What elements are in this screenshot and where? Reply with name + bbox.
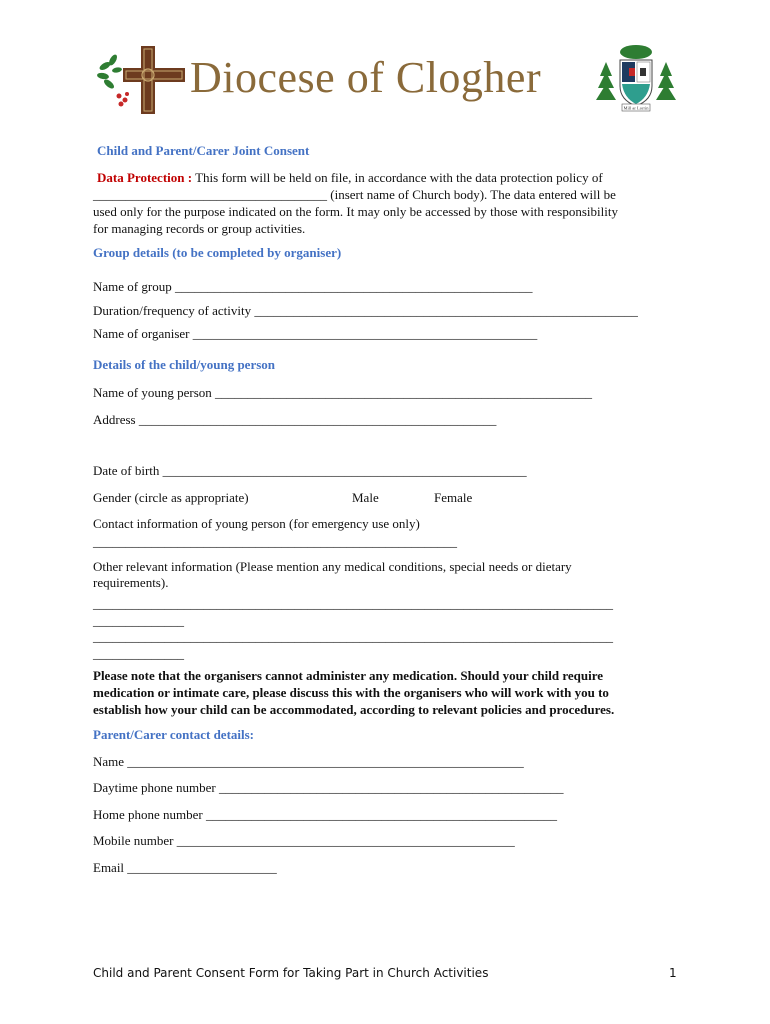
- bishop-crest-icon: [596, 42, 676, 114]
- olive-branch-icon: [97, 53, 122, 90]
- page-number: 1: [669, 966, 677, 980]
- daytime-phone-field[interactable]: Daytime phone number _____________________________________________________: [93, 780, 564, 795]
- other-info-line-4[interactable]: ______________: [93, 646, 184, 661]
- footer-text: Child and Parent Consent Form for Taking Part in Church Activities: [93, 966, 489, 980]
- data-protection-label: Data Protection :: [97, 170, 193, 185]
- medication-note-line-1: Please note that the organisers cannot administer any medication. Should your child require: [93, 668, 604, 683]
- data-protection-line-4: for managing records or group activities.: [93, 221, 306, 236]
- other-info-label-2: requirements).: [93, 575, 169, 590]
- gender-label: Gender (circle as appropriate): [93, 490, 249, 505]
- parent-details-heading: Parent/Carer contact details:: [93, 727, 255, 742]
- mobile-number-field[interactable]: Mobile number ____________________________________________________: [93, 833, 515, 848]
- other-info-line-1[interactable]: ________________________________________________________________________________: [93, 596, 613, 611]
- address-field[interactable]: Address _______________________________________________________: [93, 412, 497, 427]
- young-person-name-field[interactable]: Name of young person __________________________________________________________: [93, 385, 593, 400]
- gender-male-option[interactable]: Male: [352, 490, 379, 505]
- gender-female-option[interactable]: Female: [434, 490, 473, 505]
- medication-note-line-3: establish how your child can be accommodated, according to relevant policies and procedures.: [93, 702, 615, 717]
- other-info-line-2[interactable]: ______________: [93, 613, 184, 628]
- contact-info-label: Contact information of young person (for emergency use only): [93, 516, 420, 531]
- date-of-birth-field[interactable]: Date of birth ________________________________________________________: [93, 463, 527, 478]
- cross-icon: [123, 46, 185, 114]
- parent-name-field[interactable]: Name _____________________________________________________________: [93, 754, 524, 769]
- other-info-line-3[interactable]: ________________________________________________________________________________: [93, 629, 613, 644]
- group-details-heading: Group details (to be completed by organiser): [93, 245, 342, 260]
- child-details-heading: Details of the child/young person: [93, 357, 276, 372]
- form-title: Child and Parent/Carer Joint Consent: [97, 143, 310, 158]
- diocese-cross-logo: [97, 44, 187, 116]
- group-duration-field[interactable]: Duration/frequency of activity ___________________________________________________________: [93, 303, 638, 318]
- svg-text:Mill ar Lorrin: Mill ar Lorrin: [623, 105, 649, 111]
- group-organiser-field[interactable]: Name of organiser _____________________________________________________: [93, 326, 538, 341]
- data-protection-line-1: Data Protection : This form will be held on file, in accordance with the data protection policy of: [97, 170, 603, 185]
- other-info-label-1: Other relevant information (Please mention any medical conditions, special needs or dietary: [93, 559, 572, 574]
- email-field[interactable]: Email _______________________: [93, 860, 277, 875]
- contact-info-field[interactable]: ________________________________________________________: [93, 534, 457, 549]
- data-protection-line-3: used only for the purpose indicated on the form. It may only be accessed by those with responsibility: [93, 204, 618, 219]
- data-protection-line-2: ____________________________________ (insert name of Church body). The data entered will be: [93, 187, 616, 202]
- diocese-title: Diocese of Clogher: [190, 53, 542, 102]
- medication-note-line-2: medication or intimate care, please discuss this with the organisers who will work with you to: [93, 685, 609, 700]
- group-name-field[interactable]: Name of group _______________________________________________________: [93, 279, 533, 294]
- home-phone-field[interactable]: Home phone number ______________________________________________________: [93, 807, 558, 822]
